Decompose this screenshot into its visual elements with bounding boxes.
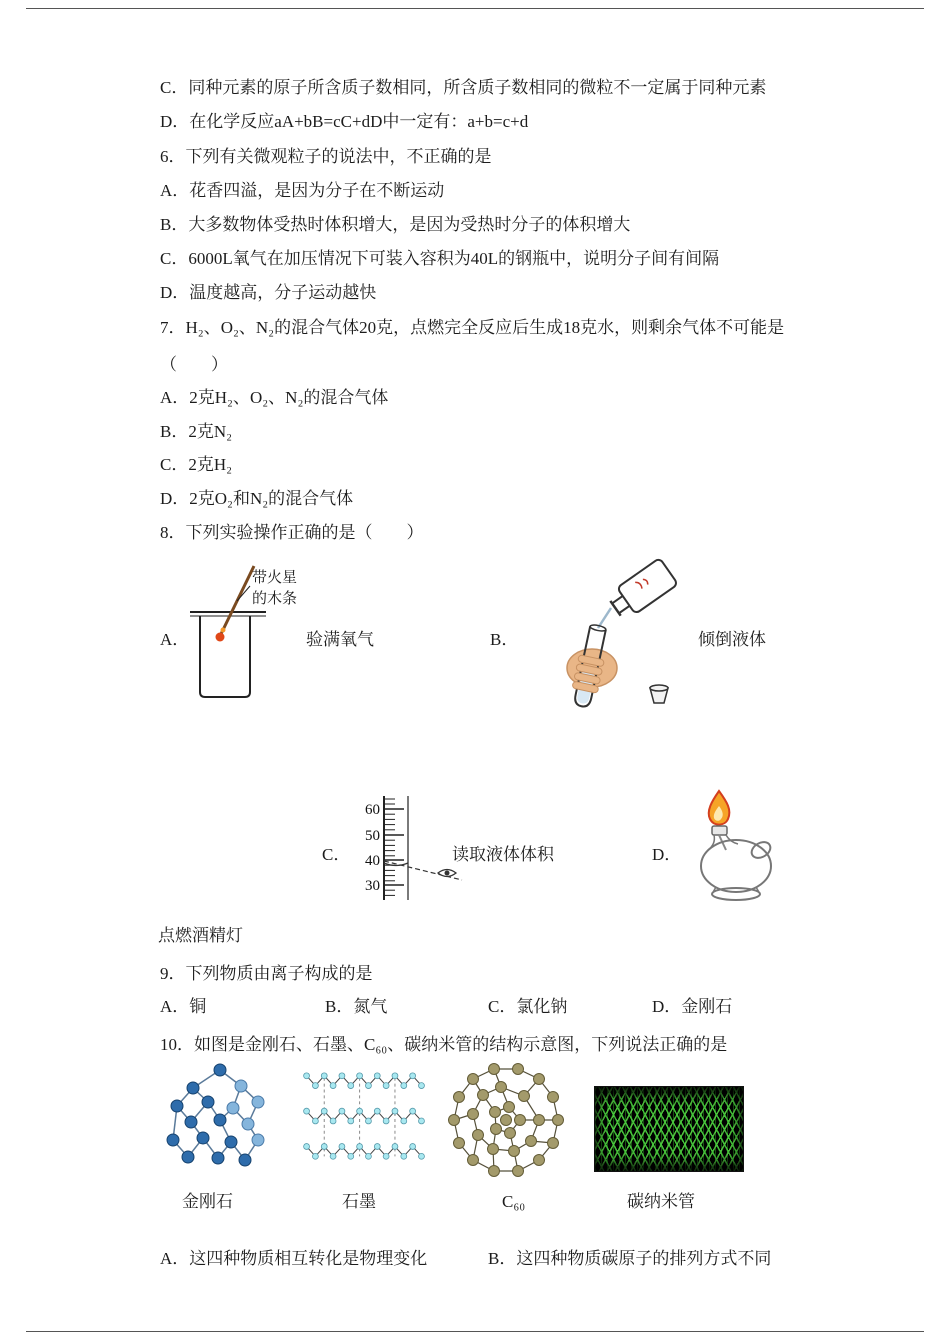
diamond-structure-figure	[162, 1062, 274, 1180]
pouring-liquid-figure	[508, 556, 698, 711]
splint-label-line1: 带火星	[252, 570, 298, 586]
graphite-structure-figure	[296, 1064, 434, 1174]
q8-stem: 8．下列实验操作正确的是（ ）	[160, 523, 424, 542]
q9-option-c: C．氯化钠	[488, 997, 568, 1016]
bottle-stopper	[650, 685, 668, 703]
page-bottom-edge-line	[26, 1331, 924, 1332]
splint-glow	[216, 633, 225, 642]
q10-caption-nanotube: 碳纳米管	[627, 1192, 695, 1211]
cylinder-mark-50: 50	[365, 828, 380, 844]
q9-option-d: D．金刚石	[652, 997, 733, 1016]
q9-stem: 9．下列物质由离子构成的是	[160, 964, 373, 983]
alcohol-lamp-figure	[686, 788, 786, 906]
cylinder-mark-40: 40	[365, 853, 380, 869]
c60-structure-figure	[446, 1058, 566, 1182]
reading-volume-figure	[348, 794, 468, 902]
q8-label-b: B．	[490, 630, 519, 649]
q6-option-b: B．大多数物体受热时体积增大，是因为受热时分子的体积增大	[160, 215, 631, 234]
q10-caption-graphite: 石墨	[342, 1192, 376, 1211]
cylinder-mark-30: 30	[365, 878, 380, 894]
nanotube-structure-figure	[594, 1086, 744, 1172]
q10-caption-c60: C₆₀	[502, 1192, 526, 1211]
q6-option-c: C．6000L氧气在加压情况下可装入容积为40L的钢瓶中，说明分子间有间隔	[160, 249, 720, 268]
lamp-base	[712, 888, 760, 900]
q7-option-d: D．2克O₂和N₂的混合气体	[160, 489, 354, 508]
q8-label-d: D．	[652, 845, 682, 864]
q7-stem-cont: （ ）	[160, 355, 228, 374]
q10-option-a: A．这四种物质相互转化是物理变化	[160, 1249, 428, 1268]
q7-option-a: A．2克H₂、O₂、N₂的混合气体	[160, 388, 389, 407]
q8-caption-c: 读取液体体积	[452, 845, 554, 864]
splint-label-line2: 的木条	[252, 591, 298, 607]
q5-option-d: D．在化学反应aA+bB=cC+dD中一定有：a+b=c+d	[160, 112, 529, 131]
q8-caption-d: 点燃酒精灯	[158, 926, 243, 945]
q7-option-c: C．2克H₂	[160, 455, 233, 474]
q6-stem: 6．下列有关微观粒子的说法中，不正确的是	[160, 147, 492, 166]
liquid-stream	[598, 608, 611, 628]
q8-label-c: C．	[322, 845, 351, 864]
page-top-edge-line	[26, 8, 924, 9]
q5-option-c: C．同种元素的原子所含质子数相同，所含质子数相同的微粒不一定属于同种元素	[160, 78, 767, 97]
q8-label-a: A．	[160, 630, 190, 649]
wick-collar	[712, 826, 727, 835]
q9-option-b: B．氮气	[325, 997, 388, 1016]
q6-option-a: A．花香四溢，是因为分子在不断运动	[160, 181, 445, 200]
q10-option-b: B．这四种物质碳原子的排列方式不同	[488, 1249, 772, 1268]
q8-caption-a: 验满氧气	[306, 630, 374, 649]
cylinder-mark-60: 60	[365, 802, 380, 818]
q8-caption-b: 倾倒液体	[698, 630, 766, 649]
q9-option-a: A．铜	[160, 997, 207, 1016]
q10-caption-diamond: 金刚石	[182, 1192, 233, 1211]
q6-option-d: D．温度越高，分子运动越快	[160, 283, 377, 302]
q7-option-b: B．2克N₂	[160, 422, 233, 441]
q7-stem: 7．H₂、O₂、N₂的混合气体20克，点燃完全反应后生成18克水，则剩余气体不可能是	[160, 318, 785, 337]
eye-icon	[438, 870, 456, 877]
q10-stem: 10．如图是金刚石、石墨、C₆₀、碳纳米管的结构示意图，下列说法正确的是	[160, 1035, 728, 1054]
